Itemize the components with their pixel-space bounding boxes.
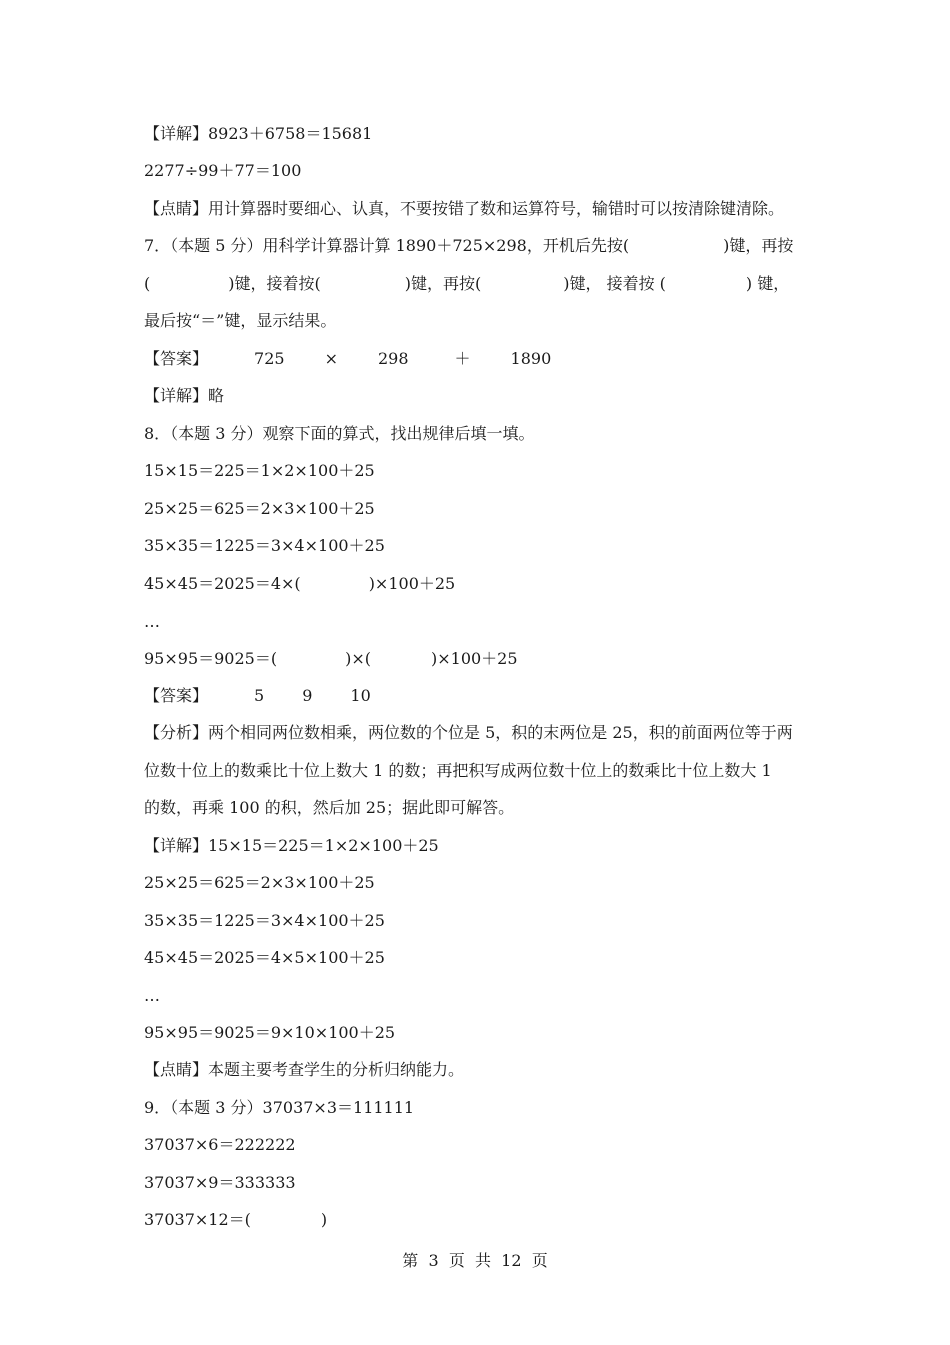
q9-line-2: 37037×6＝222222 (144, 1135, 296, 1154)
q8-equation-1: 15×15＝225＝1×2×100＋25 (144, 461, 375, 480)
q7-text-f: )键， 接着按 ( (563, 274, 666, 293)
answer-7-value-3: 298 (377, 349, 409, 368)
answer-8-value-3: 10 (350, 686, 371, 705)
q9-line-4-b: ) (320, 1210, 328, 1229)
q7-text-c: ( (144, 274, 151, 293)
detail-8-line-3: 35×35＝1225＝3×4×100＋25 (144, 911, 385, 930)
q8-equation-4-b: )×100＋25 (368, 574, 456, 593)
q7-text-g: ) 键， (745, 274, 790, 293)
detail-8-line-2: 25×25＝625＝2×3×100＋25 (144, 873, 375, 892)
answer-8 (144, 686, 371, 706)
page-footer: 第 3 页 共 12 页 (402, 1251, 548, 1270)
q8-equation-4-a: 45×45＝2025＝4×( (144, 574, 301, 593)
detail-8-ellipsis: … (144, 986, 160, 1005)
q7-text-d: )键，接着按( (228, 274, 321, 293)
answer-7 (144, 349, 551, 369)
q9-line-4-a: 37037×12＝( (144, 1210, 251, 1229)
analysis-line-2: 位数十位上的数乘比十位上数大 1 的数；再把积写成两位数十位上的数乘比十位上数大 1 (144, 761, 772, 780)
detail-7: 【详解】略 (144, 386, 225, 405)
detail-line-2: 2277÷99＋77＝100 (144, 161, 302, 180)
detail-8-line-5: 95×95＝9025＝9×10×100＋25 (144, 1023, 396, 1042)
detail-8-line-1: 【详解】15×15＝225＝1×2×100＋25 (144, 836, 439, 855)
q8-equation-5-a: 95×95＝9025＝( (144, 649, 278, 668)
analysis-line-1: 【分析】两个相同两位数相乘，两位数的个位是 5，积的末两位是 25，积的前面两位等于两 (144, 723, 793, 742)
answer-7-value-1: 725 (254, 349, 285, 368)
detail-8-line-4: 45×45＝2025＝4×5×100＋25 (144, 948, 385, 967)
detail-line-1: 【详解】8923＋6758＝15681 (144, 124, 373, 143)
answer-8-value-1: 5 (254, 686, 265, 705)
q9-line-3: 37037×9＝333333 (144, 1173, 296, 1192)
answer-label: 【答案】 (144, 686, 209, 705)
q8-equation-2: 25×25＝625＝2×3×100＋25 (144, 499, 375, 518)
q7-text-a: 7．（本题 5 分）用科学计算器计算 1890＋725×298，开机后先按( (144, 236, 630, 255)
comment-line: 【点睛】用计算器时要细心、认真，不要按错了数和运算符号，输错时可以按清除键清除。 (144, 199, 785, 218)
comment-8: 【点睛】本题主要考查学生的分析归纳能力。 (144, 1060, 465, 1079)
q8-equation-5 (144, 649, 518, 669)
q7-line-2 (144, 274, 789, 294)
answer-8-value-2: 9 (302, 686, 313, 705)
q8-equation-5-b: )×( (345, 649, 371, 668)
q8-equation-5-c: )×100＋25 (430, 649, 518, 668)
answer-7-value-2: × (324, 349, 338, 368)
q9-line-1: 9．（本题 3 分）37037×3＝111111 (144, 1098, 415, 1117)
q8-title: 8．（本题 3 分）观察下面的算式，找出规律后填一填。 (144, 424, 535, 443)
q7-line-1 (144, 236, 793, 256)
answer-label: 【答案】 (144, 349, 209, 368)
q7-text-e: )键，再按( (404, 274, 482, 293)
answer-7-value-4: ＋ (454, 349, 471, 368)
q9-line-4 (144, 1210, 327, 1230)
q8-equation-4 (144, 574, 455, 594)
q8-equation-3: 35×35＝1225＝3×4×100＋25 (144, 536, 385, 555)
answer-7-value-5: 1890 (510, 349, 552, 368)
analysis-line-3: 的数，再乘 100 的积，然后加 25；据此即可解答。 (144, 798, 515, 817)
q7-text-b: )键，再按 (723, 236, 794, 255)
q7-line-3: 最后按“＝”键，显示结果。 (144, 311, 337, 330)
q8-ellipsis: … (144, 612, 160, 631)
